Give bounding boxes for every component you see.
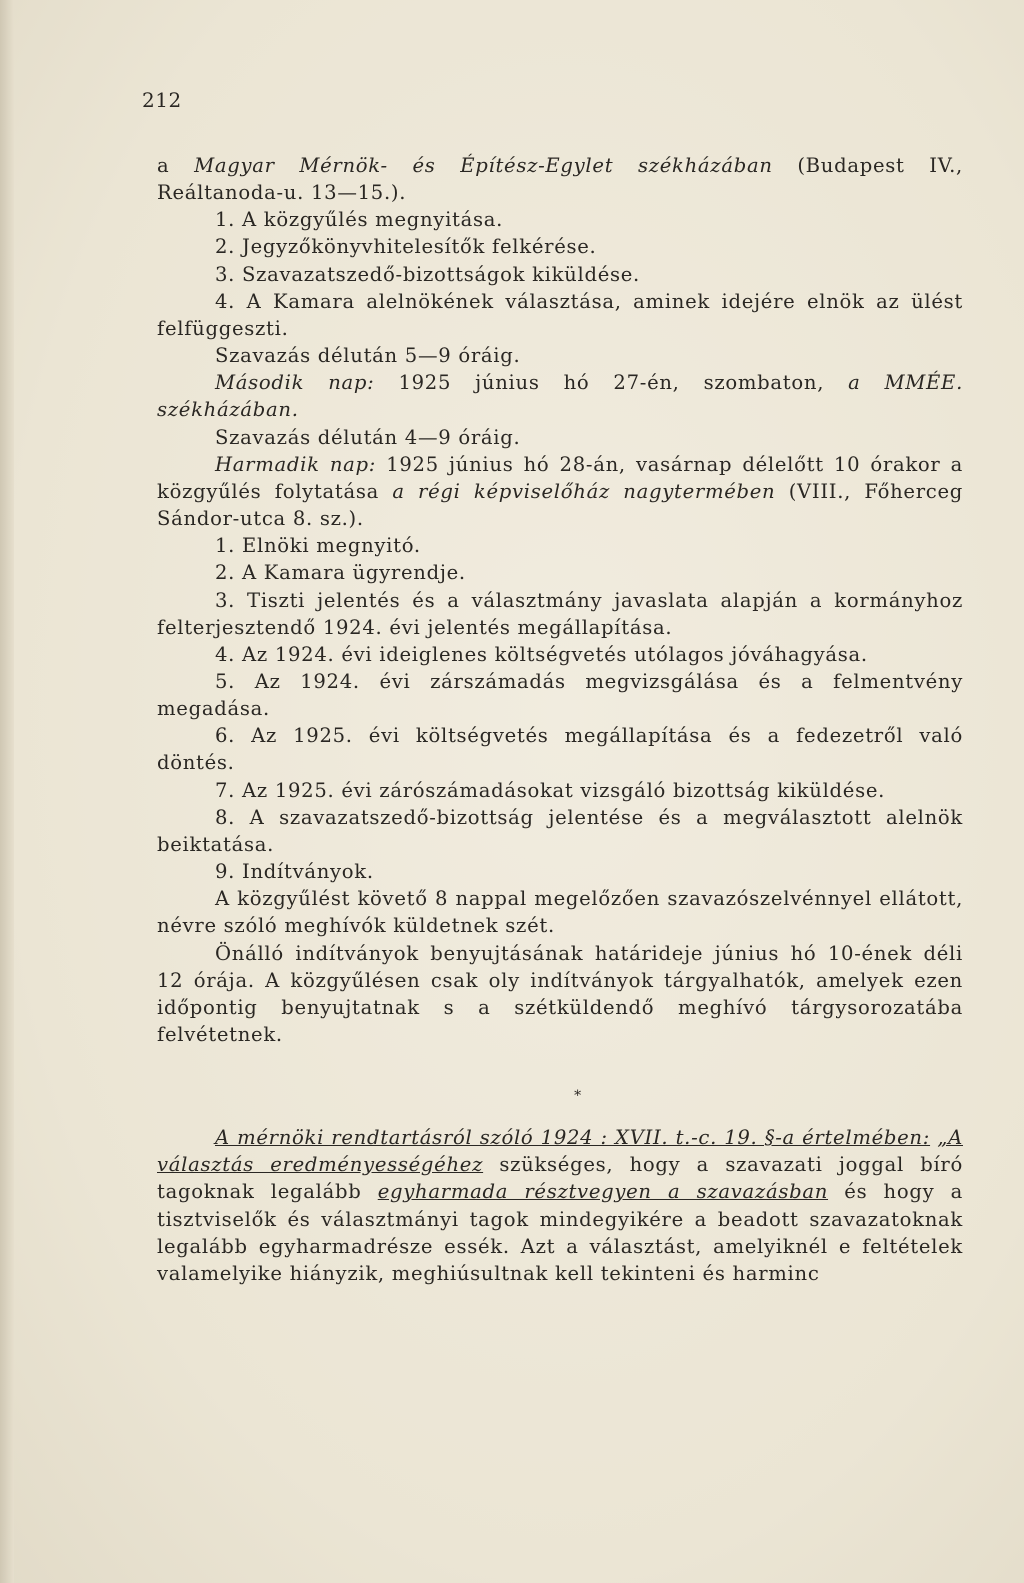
emphasized-text: egyharmada résztvegyen a szavazásban	[377, 1180, 829, 1204]
text-run: Szavazás délután 4—9 óráig.	[215, 425, 521, 449]
paragraph	[157, 206, 963, 233]
paragraph	[157, 940, 963, 1049]
text-run: 2. A Kamara ügyrendje.	[215, 561, 466, 585]
paragraph	[157, 369, 963, 423]
text-run: 1. A közgyűlés megnyitása.	[215, 208, 504, 232]
paragraph	[157, 804, 963, 858]
paragraph	[157, 342, 963, 369]
text-run: 5. Az 1924. évi zárszámadás megvizsgálása és a felmentvény megadása.	[157, 669, 963, 721]
body-text	[157, 152, 963, 1287]
text-run: 8. A szavazatszedő-bizottság jelentése és a megválasztott alelnök beiktatása.	[157, 805, 963, 856]
page-number: 212	[142, 88, 182, 112]
text-run: Szavazás délután 5—9 óráig.	[215, 344, 521, 368]
text-run: 6. Az 1925. évi költségvetés megállapítása és a fedezetről való döntés.	[157, 724, 963, 775]
paragraph	[157, 261, 963, 288]
emphasized-text: Harmadik nap:	[215, 452, 377, 476]
emphasized-text: A mérnöki rendtartásról szóló 1924 : XVII. t.-c. 19. §-a értelmében:	[215, 1126, 931, 1150]
text-run: 1925 június hó 27-én, szombaton,	[374, 371, 849, 395]
paragraph	[157, 424, 963, 451]
text-run: (VIII., Főherceg Sándor-utca 8. sz.).	[157, 479, 964, 531]
text-run: 3. Tiszti jelentés és a választmány javaslata alapján a kormányhoz felterjesztendő 1924. évi jelentés megállapítása.	[157, 588, 963, 639]
emphasized-text: a régi képviselőház nagytermében	[392, 479, 776, 503]
paragraph	[157, 777, 963, 804]
agenda-section	[157, 152, 963, 1048]
paragraph	[157, 288, 963, 342]
text-run: és hogy a tisztviselők és választmányi tagok mindegyikére a beadott szavazatoknak legalább egyharmadrésze essék. Azt a választást, amelyiknél e feltételek valamelyike hiányzik, meghiúsultnak kell tekinteni és harminc	[157, 1180, 964, 1285]
text-run: 2. Jegyzőkönyvhitelesítők felkérése.	[215, 235, 597, 259]
paragraph	[157, 559, 963, 586]
section-separator: *	[574, 1088, 582, 1105]
paragraph	[157, 451, 963, 532]
text-run: 7. Az 1925. évi zárószámadásokat vizsgáló bizottság kiküldése.	[215, 778, 886, 802]
paragraph	[157, 722, 963, 776]
page-binding-edge	[0, 0, 14, 1583]
paragraph	[157, 233, 963, 260]
paragraph	[157, 532, 963, 559]
paragraph	[157, 152, 963, 206]
text-run: 1. Elnöki megnyitó.	[215, 534, 421, 558]
text-run: szükséges, hogy a szavazati joggal bíró tagoknak legalább	[157, 1153, 963, 1204]
text-run: A közgyűlést követő 8 nappal megelőzően szavazószelvénnyel ellátott, névre szóló meghívók küldetnek szét.	[157, 887, 963, 938]
emphasized-text: a MMÉE. székházában.	[157, 371, 963, 422]
emphasized-text: Második nap:	[215, 371, 375, 395]
paragraph	[157, 587, 963, 641]
text-run: 3. Szavazatszedő-bizottságok kiküldése.	[215, 262, 640, 286]
paragraph	[157, 1124, 963, 1287]
text-run: 4. A Kamara alelnökének választása, aminek idejére elnök az ülést felfüggeszti.	[157, 289, 963, 340]
text-run: (Budapest IV., Reáltanoda-u. 13—15.).	[157, 154, 963, 205]
text-run: a	[157, 154, 195, 177]
paragraph	[157, 641, 963, 668]
emphasized-text: „A választás eredményességéhez	[157, 1126, 963, 1177]
text-run: 4. Az 1924. évi ideiglenes költségvetés utólagos jóváhagyása.	[215, 642, 868, 666]
paragraph	[157, 885, 963, 939]
paragraph	[157, 668, 963, 722]
section-gap	[157, 1048, 963, 1088]
emphasized-text: Magyar Mérnök- és Építész-Egylet székházában	[194, 154, 773, 177]
election-rules-section	[157, 1124, 963, 1287]
text-run: 1925 június hó 28-án, vasárnap délelőtt 10 órakor a közgyűlés folytatása	[157, 452, 963, 503]
text-run: Önálló indítványok benyujtásának határideje június hó 10-ének déli 12 órája. A közgyűlésen csak oly indítványok tárgyalhatók, amelyek ezen időpontig benyujtatnak s a szétküldendő meghívó tárgysorozatába felvétetnek.	[157, 941, 963, 1046]
text-run: 9. Indítványok.	[215, 860, 374, 884]
paragraph	[157, 858, 963, 885]
